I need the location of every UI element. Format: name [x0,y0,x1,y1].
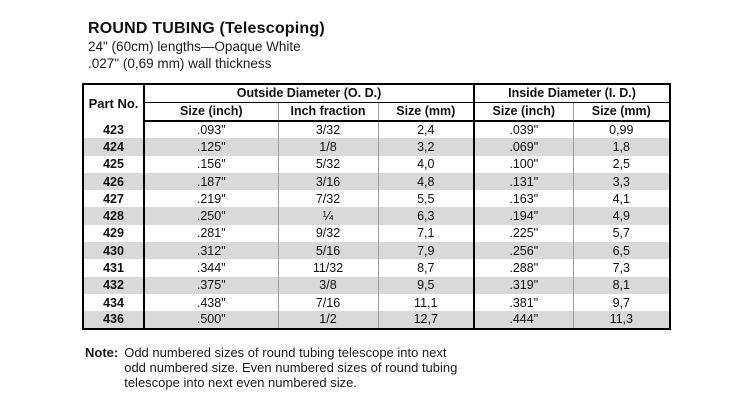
id-size-mm-cell: 1,8 [612,139,630,154]
od-size-inch-cell: .250" [144,207,278,224]
id-size-mm-cell: 3,3 [612,174,630,189]
part-no-cell: 427 [83,190,144,207]
footnote [85,345,470,390]
col-group-outside-diameter: Outside Diameter (O. D.) [144,84,474,102]
id-size-mm-cell: 11,3 [609,312,633,327]
table-row [83,190,670,207]
od-inch-fraction-cell: ¼ [278,207,378,224]
table-row [83,173,670,190]
id-size-inch-cell: .288" [474,259,573,276]
note-text: Odd numbered sizes of round tubing telescope into next odd numbered size. Even numbered sizes of round tubing telescope into next even numbered size. [124,345,458,390]
id-size-inch-cell: .319" [474,277,573,294]
table-row [83,242,670,259]
spec-table [82,83,671,330]
col-header-part-no: Part No. [83,84,144,121]
part-no-cell: 430 [83,242,144,259]
col-header-od-size-mm: Size (mm) [378,102,474,121]
col-header-od-inch-fraction: Inch fraction [278,102,378,121]
od-size-mm-cell: 5,5 [378,190,474,207]
id-size-inch-cell: .444" [474,311,573,328]
od-size-mm-cell: 2,4 [378,121,474,138]
table-row [83,156,670,173]
doc-title: ROUND TUBING (Telescoping) [88,20,325,37]
col-header-id-size-inch: Size (inch) [474,102,573,121]
note-label: Note: [85,345,119,360]
od-inch-fraction-cell: 3/16 [278,173,378,190]
part-no-cell: 434 [83,294,144,311]
od-inch-fraction-cell: 1/2 [278,311,378,328]
od-size-inch-cell: .375" [144,277,278,294]
doc-subtitle-wall: .027" (0,69 mm) wall thickness [88,55,272,71]
od-size-inch-cell: .125" [144,138,278,155]
part-no-cell: 426 [83,173,144,190]
table-header-group-row [83,84,670,102]
od-size-inch-cell: .093" [144,121,278,138]
table-row [83,311,670,328]
id-size-inch-cell: .256" [474,242,573,259]
id-size-mm-cell: 4,9 [612,209,630,224]
od-size-mm-cell: 4,0 [378,156,474,173]
od-inch-fraction-cell: 9/32 [278,225,378,242]
id-size-mm-cell: 0,99 [609,123,634,138]
od-size-inch-cell: .156" [144,156,278,173]
part-no-cell: 428 [83,207,144,224]
od-size-mm-cell: 11,1 [378,294,474,311]
od-size-inch-cell: .438" [144,294,278,311]
od-inch-fraction-cell: 5/32 [278,156,378,173]
id-size-inch-cell: .194" [474,207,573,224]
id-size-inch-cell: .381" [474,294,573,311]
od-size-inch-cell: .187" [144,173,278,190]
table-header-sub-row [83,102,670,121]
table-row [83,259,670,276]
id-size-inch-cell: .131" [474,173,573,190]
col-header-id-size-mm: Size (mm) [573,102,670,121]
od-size-mm-cell: 4,8 [378,173,474,190]
id-size-inch-cell: .225" [474,225,573,242]
part-no-cell: 423 [83,121,144,138]
od-size-inch-cell: .219" [144,190,278,207]
id-size-mm-cell: 8,1 [612,278,630,293]
id-size-mm-cell: 4,1 [612,191,630,206]
id-size-mm-cell: 2,5 [612,157,630,172]
od-inch-fraction-cell: 1/8 [278,138,378,155]
id-size-mm-cell: 6,5 [612,243,630,258]
od-inch-fraction-cell: 7/32 [278,190,378,207]
od-size-mm-cell: 12,7 [378,311,474,328]
col-group-inside-diameter: Inside Diameter (I. D.) [474,84,670,102]
od-inch-fraction-cell: 5/16 [278,242,378,259]
id-size-inch-cell: .039" [474,121,573,138]
od-size-inch-cell: .500" [144,311,278,328]
table-row [83,225,670,242]
part-no-cell: 436 [83,311,144,328]
od-inch-fraction-cell: 3/32 [278,121,378,138]
id-size-mm-cell: 7,3 [612,261,630,276]
part-no-cell: 429 [83,225,144,242]
part-no-cell: 424 [83,138,144,155]
id-size-inch-cell: .100" [474,156,573,173]
od-size-mm-cell: 8,7 [378,259,474,276]
part-no-cell: 431 [83,259,144,276]
id-size-mm-cell: 9,7 [612,295,630,310]
od-inch-fraction-cell: 11/32 [278,259,378,276]
table-row [83,277,670,294]
od-size-mm-cell: 9,5 [378,277,474,294]
id-size-inch-cell: .069" [474,138,573,155]
col-header-od-size-inch: Size (inch) [144,102,278,121]
od-size-mm-cell: 7,9 [378,242,474,259]
od-size-mm-cell: 3,2 [378,138,474,155]
table-row [83,294,670,311]
part-no-cell: 425 [83,156,144,173]
table-row [83,121,670,138]
od-size-mm-cell: 7,1 [378,225,474,242]
od-inch-fraction-cell: 7/16 [278,294,378,311]
od-size-inch-cell: .281" [144,225,278,242]
table-row [83,207,670,224]
od-size-mm-cell: 6,3 [378,207,474,224]
od-size-inch-cell: .312" [144,242,278,259]
document-header [88,20,325,71]
od-size-inch-cell: .344" [144,259,278,276]
id-size-mm-cell: 5,7 [612,226,630,241]
od-inch-fraction-cell: 3/8 [278,277,378,294]
part-no-cell: 432 [83,277,144,294]
table-row [83,138,670,155]
id-size-inch-cell: .163" [474,190,573,207]
doc-subtitle-length: 24" (60cm) lengths—Opaque White [88,39,301,54]
